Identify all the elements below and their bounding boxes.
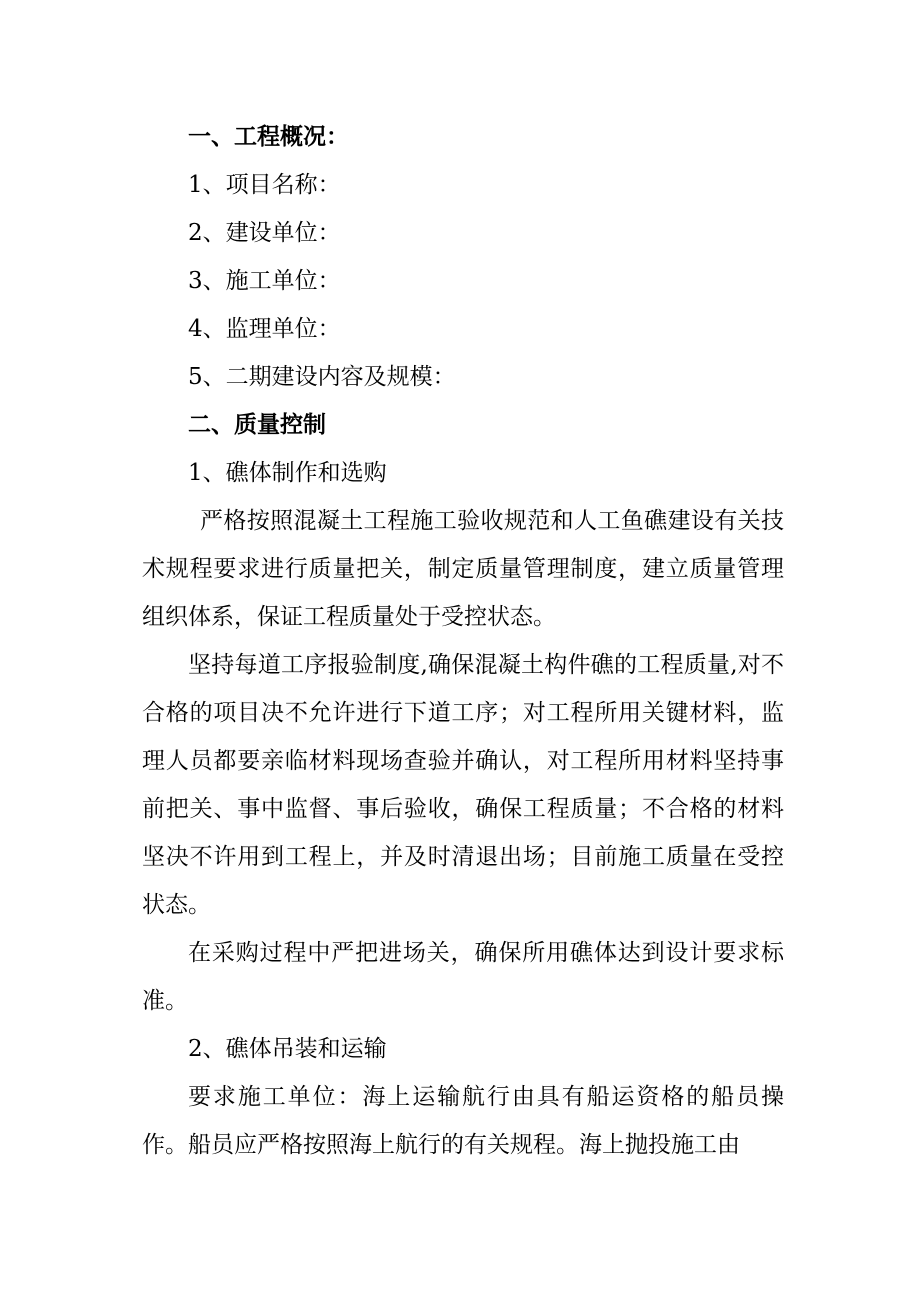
paragraph-inspection-procedure: 坚持每道工序报验制度,确保混凝土构件礁的工程质量,对不合格的项目决不允许进行下道工序；对工程所用关键材料，监理人员都要亲临材料现场查验并确认，对工程所用材料坚持事前把关、事中监督、事后验收，确保工程质量；不合格的材料坚决不许用到工程上，并及时清退出场；目前施工质量在受控状态。 [142, 652, 784, 918]
item-phase2-scope: 5、二期建设内容及规模： [188, 364, 456, 390]
paragraph-transport-requirements: 要求施工单位：海上运输航行由具有船运资格的船员操作。船员应严格按照海上航行的有关规程。海上抛投施工由 [142, 1084, 784, 1158]
item-project-name: 1、项目名称： [188, 172, 341, 198]
item-supervision-unit: 4、监理单位： [188, 316, 341, 342]
item-construction-unit: 2、建设单位： [188, 220, 341, 246]
paragraph-quality-standards: 严格按照混凝土工程施工验收规范和人工鱼礁建设有关技术规程要求进行质量把关，制定质量管理制度，建立质量管理组织体系，保证工程质量处于受控状态。 [142, 508, 784, 630]
paragraph-procurement: 在采购过程中严把进场关，确保所用礁体达到设计要求标准。 [142, 940, 784, 1014]
item-contractor-unit: 3、施工单位： [188, 268, 341, 294]
subsection-title-reef-making: 1、礁体制作和选购 [188, 460, 387, 486]
section-heading-quality: 二、质量控制 [188, 411, 326, 438]
subsection-title-lifting-transport: 2、礁体吊装和运输 [188, 1036, 387, 1062]
section-heading-overview: 一、工程概况： [188, 123, 349, 150]
